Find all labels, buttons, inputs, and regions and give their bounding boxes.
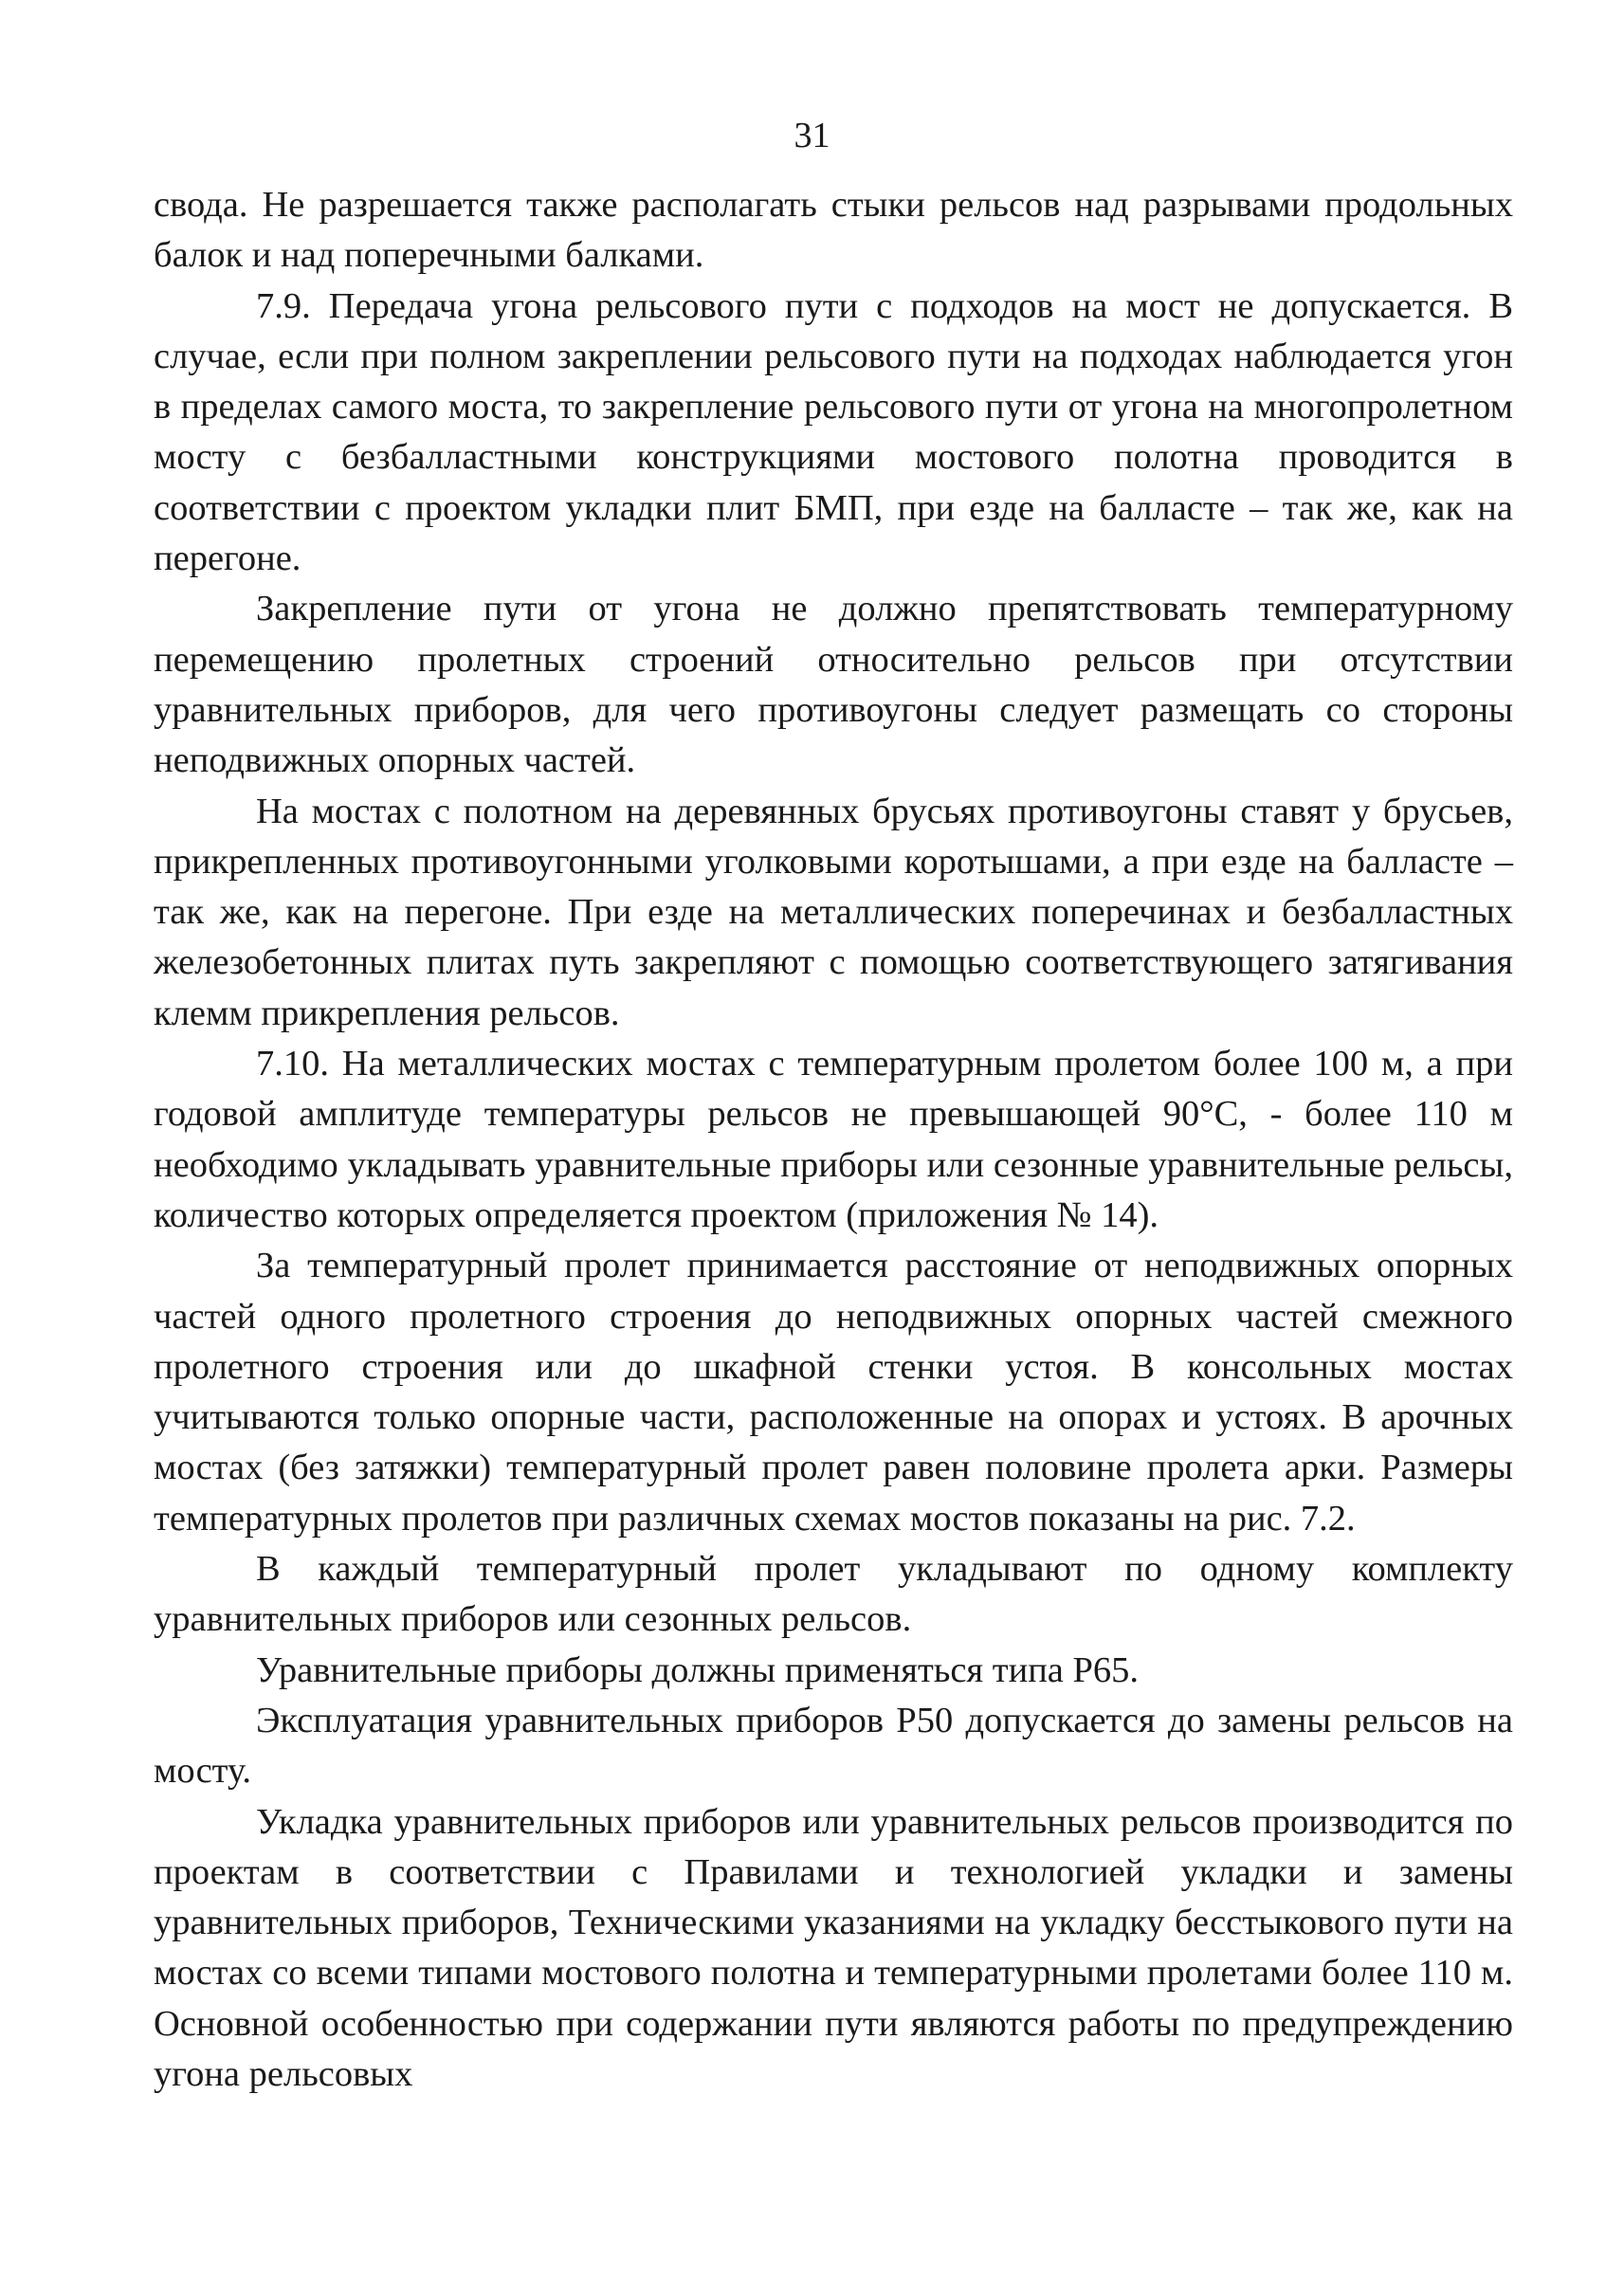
paragraph-2: 7.9. Передача угона рельсового пути с подходов на мост не допускается. В случае, если при полном закреплении рельсового пути на подходах наблюдается угон в пределах самого моста, то закрепление рельсового пути от угона на многопролетном мосту с безбалластными конструкциями мостового полотна проводится в соответствии с проектом укладки плит БМП, при езде на балласте – так же, как на перегоне.: [154, 285, 1513, 579]
page-number: 31: [794, 116, 830, 155]
paragraph-6: За температурный пролет принимается расстояние от неподвижных опорных частей одного пролетного строения до неподвижных опорных частей смежного пролетного строения или до шкафной стенки устоя. В консольных мостах учитываются только опорные части, расположенные на опорах и устоях. В арочных мостах (без затяжки) температурный пролет равен половине пролета арки. Размеры температурных пролетов при различных схемах мостов показаны на рис. 7.2.: [154, 1246, 1513, 1539]
paragraph-8: Уравнительные приборы должны применяться типа Р65.: [256, 1649, 1140, 1690]
document-body: [154, 180, 1513, 2100]
paragraph-9: Эксплуатация уравнительных приборов Р50 допускается до замены рельсов на мосту.: [154, 1700, 1513, 1792]
paragraph-10: Укладка уравнительных приборов или уравнительных рельсов производится по проектам в соответствии с Правилами и технологией укладки и замены уравнительных приборов, Техническими указаниями на укладку бесстыкового пути на мостах со всеми типами мостового полотна и температурными пролетами более 110 м. Основной особенностью при содержании пути являются работы по предупреждению угона рельсовых: [154, 1801, 1513, 2094]
paragraph-1: свода. Не разрешается также располагать стыки рельсов над разрывами продольных балок и над поперечными балками.: [154, 185, 1513, 276]
paragraph-4: На мостах с полотном на деревянных брусьях противоугоны ставят у брусьев, прикрепленных противоугонными уголковыми коротышами, а при езде на балласте – так же, как на перегоне. При езде на металлических поперечинах и безбалластных железобетонных плитах путь закрепляют с помощью соответствующего затягивания клемм прикрепления рельсов.: [154, 791, 1513, 1033]
paragraph-3: Закрепление пути от угона не должно препятствовать температурному перемещению пролетных строений относительно рельсов при отсутствии уравнительных приборов, для чего противоугоны следует размещать со стороны неподвижных опорных частей.: [154, 589, 1513, 781]
paragraph-5: 7.10. На металлических мостах с температурным пролетом более 100 м, а при годовой амплитуде температуры рельсов не превышающей 90°С, - более 110 м необходимо укладывать уравнительные приборы или сезонные уравнительные рельсы, количество которых определяется проектом (приложения № 14).: [154, 1044, 1513, 1235]
paragraph-7: В каждый температурный пролет укладывают по одному комплекту уравнительных приборов или сезонных рельсов.: [154, 1549, 1513, 1640]
